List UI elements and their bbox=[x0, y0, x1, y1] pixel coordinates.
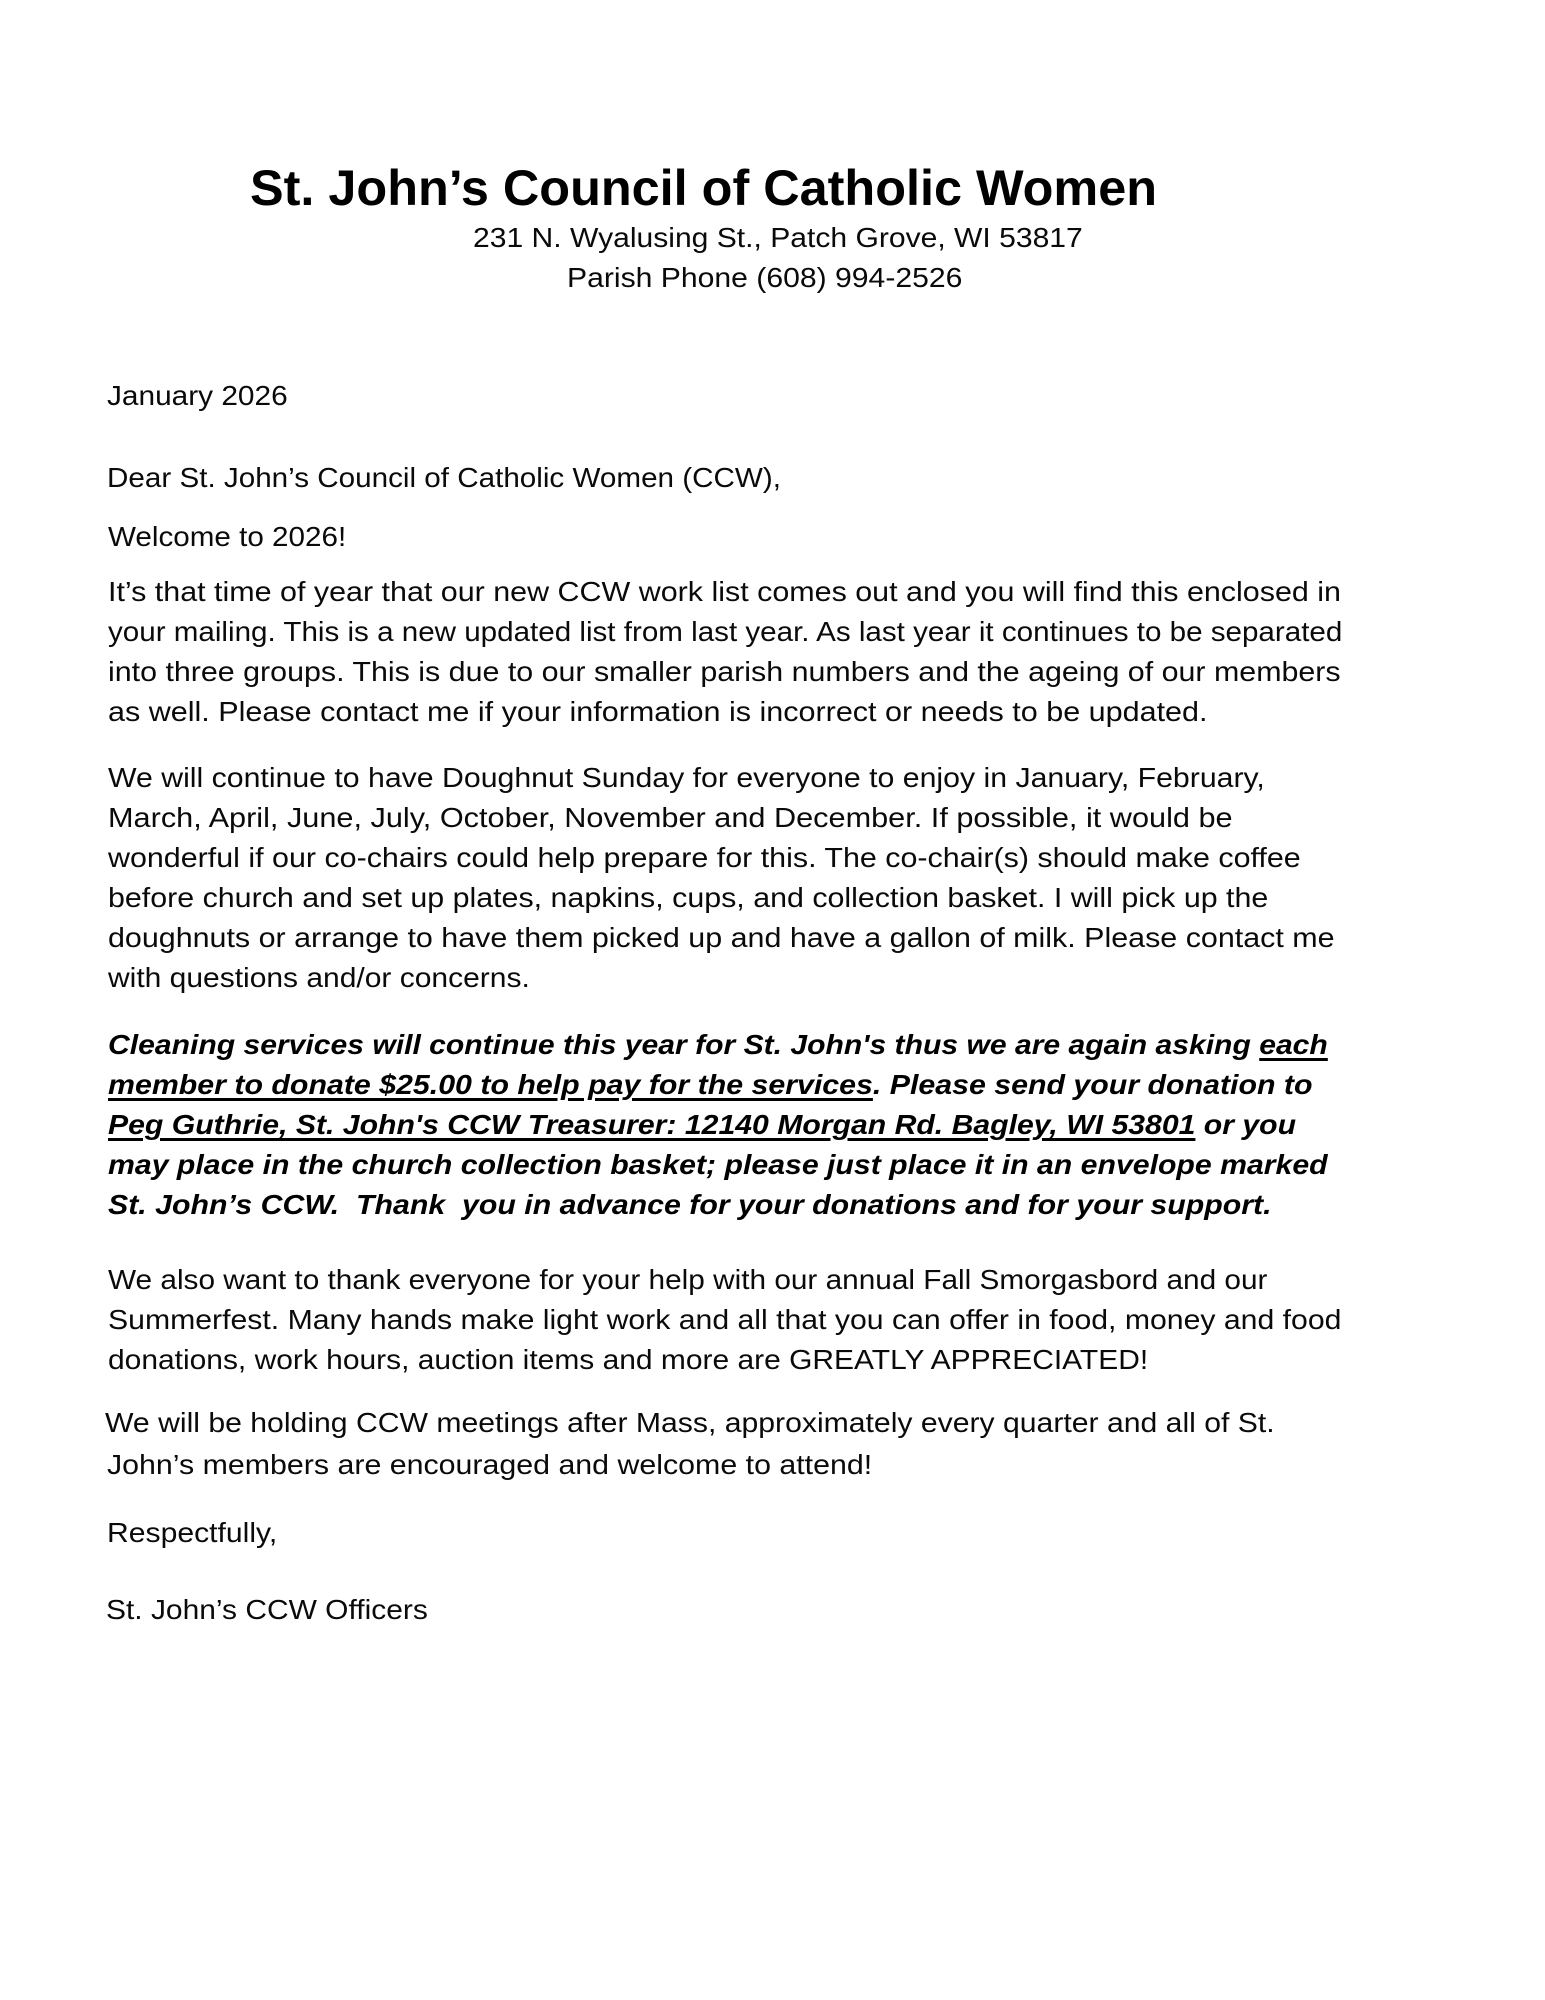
letter-date: January 2026 bbox=[107, 380, 288, 411]
paragraph-line: wonderful if our co-chairs could help prepare for this. The co-chair(s) should make coffee bbox=[108, 842, 1301, 873]
closing: Respectfully, bbox=[107, 1517, 278, 1548]
greeting: Welcome to 2026! bbox=[108, 521, 347, 552]
cleaning-text: Cleaning services will continue this year for St. John's thus we are again asking bbox=[108, 1029, 1260, 1060]
treasurer-address: Peg Guthrie, St. John's CCW Treasurer: 12140 Morgan Rd. Bagley, WI 53801 bbox=[108, 1109, 1196, 1140]
donation-request-emphasis: each bbox=[1259, 1029, 1328, 1060]
paragraph-line: We also want to thank everyone for your help with our annual Fall Smorgasbord and our bbox=[108, 1264, 1268, 1295]
paragraph-line: We will be holding CCW meetings after Mass, approximately every quarter and all of St. bbox=[105, 1407, 1275, 1438]
paragraph-line: St. John’s CCW. Thank you in advance for your donations and for your support. bbox=[108, 1189, 1272, 1220]
paragraph-line: may place in the church collection basket; please just place it in an envelope marked bbox=[108, 1149, 1328, 1180]
paragraph-line: March, April, June, July, October, November and December. If possible, it would be bbox=[108, 802, 1233, 833]
paragraph-line: It’s that time of year that our new CCW work list comes out and you will find this enclosed in bbox=[108, 576, 1341, 607]
letterhead-title: St. John’s Council of Catholic Women bbox=[250, 160, 1158, 216]
paragraph-line: your mailing. This is a new updated list from last year. As last year it continues to be separated bbox=[108, 616, 1343, 647]
paragraph-line: with questions and/or concerns. bbox=[108, 962, 530, 993]
paragraph-line bbox=[108, 1071, 1313, 1099]
paragraph-line: Summerfest. Many hands make light work and all that you can offer in food, money and food bbox=[108, 1304, 1342, 1335]
paragraph-line: doughnuts or arrange to have them picked up and have a gallon of milk. Please contact me bbox=[108, 922, 1335, 953]
signature: St. John’s CCW Officers bbox=[106, 1594, 428, 1625]
paragraph-line: donations, work hours, auction items and more are GREATLY APPRECIATED! bbox=[108, 1344, 1149, 1375]
letterhead-address: 231 N. Wyalusing St., Patch Grove, WI 53817 bbox=[473, 222, 1083, 253]
paragraph-line bbox=[108, 1031, 1328, 1059]
paragraph-line: John’s members are encouraged and welcome to attend! bbox=[107, 1449, 873, 1480]
donation-request-emphasis: member to donate $25.00 to help pay for the services bbox=[108, 1069, 873, 1100]
cleaning-text: . Please send your donation to bbox=[872, 1069, 1313, 1100]
cleaning-text: or you bbox=[1195, 1109, 1297, 1140]
paragraph-line bbox=[108, 1111, 1296, 1139]
paragraph-line: as well. Please contact me if your information is incorrect or needs to be updated. bbox=[108, 696, 1208, 727]
letterhead-phone: Parish Phone (608) 994-2526 bbox=[567, 262, 963, 293]
paragraph-line: before church and set up plates, napkins, cups, and collection basket. I will pick up the bbox=[108, 882, 1269, 913]
paragraph-line: We will continue to have Doughnut Sunday for everyone to enjoy in January, February, bbox=[108, 762, 1265, 793]
salutation: Dear St. John’s Council of Catholic Women (CCW), bbox=[107, 462, 781, 493]
paragraph-line: into three groups. This is due to our smaller parish numbers and the ageing of our members bbox=[108, 656, 1341, 687]
